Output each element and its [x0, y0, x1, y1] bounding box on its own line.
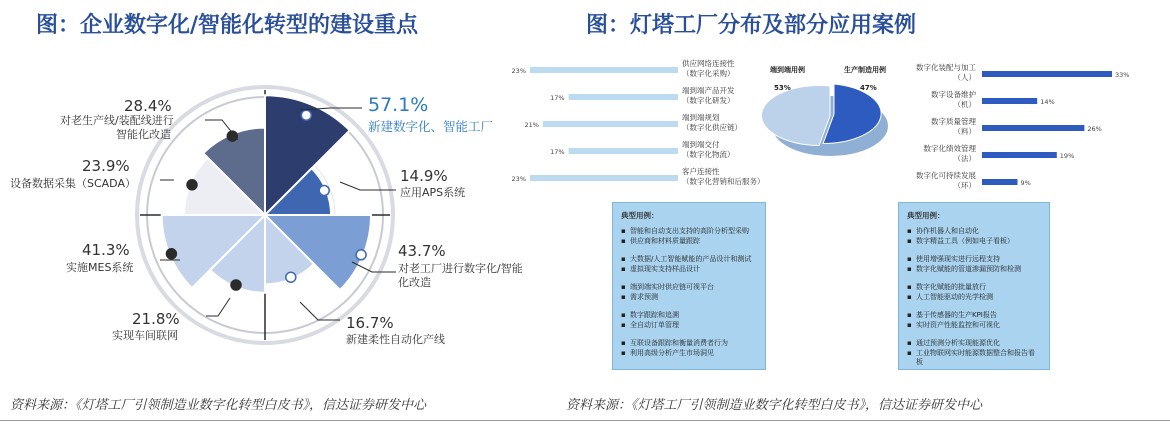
label-pct-workshop-network: 21.8% [132, 310, 180, 328]
label-pct-scada: 23.9% [82, 157, 130, 175]
usecase-item: ▪ 基于传感器的生产KPI报告 [907, 311, 1041, 321]
bar-value-bars-left-2: 21% [524, 121, 539, 129]
usecase-group [621, 311, 757, 330]
usecase-group [907, 283, 1041, 302]
label-flexible-line: 新建柔性自动化产线 [346, 333, 445, 346]
usecase-item: ▪ 需求预测 [621, 293, 757, 303]
radial-marker-0 [301, 110, 311, 120]
radial-marker-3 [286, 272, 296, 282]
bar-cat-bars-left-2-1: （数字化供应链） [682, 123, 742, 132]
usecase-item: ▪ 供应商和材料质量跟踪 [621, 237, 757, 247]
bar-bars-left-1 [569, 94, 678, 100]
usecase-item: ▪ 互联设备跟踪和衡量消费者行为 [621, 339, 757, 349]
usecase-item: ▪ 使用增强现实进行远程支持 [907, 255, 1041, 265]
usecase-item: ▪ 端到端实时供应链可视平台 [621, 283, 757, 293]
manufacturing-bar-chart [896, 58, 1130, 198]
usecase-item: ▪ 协作机器人和自动化 [907, 227, 1041, 237]
usecase-group [621, 283, 757, 302]
bar-value-bars-right-4: 9% [1020, 179, 1031, 187]
left-box-title: 典型用例： [621, 211, 659, 220]
bar-value-bars-left-1: 17% [550, 94, 565, 102]
source-note-left: 资料来源：《灯塔工厂引领制造业数字化转型白皮书》，信达证券研发中心 [10, 398, 427, 413]
usecase-item: ▪ 实时资产性能监控和可视化 [907, 321, 1041, 331]
left-chart-title: 图：企业数字化/智能化转型的建设重点 [36, 12, 419, 38]
usecase-group [907, 311, 1041, 330]
bar-value-bars-right-1: 14% [1040, 98, 1055, 106]
usecase-group [907, 255, 1041, 274]
right-box-title: 典型用例： [907, 211, 945, 220]
label-scada: 设备数据采集（SCADA） [10, 177, 136, 190]
bar-cat-bars-left-2-0: 端到端规划 [682, 113, 720, 122]
usecase-item: ▪ 通过预测分析实现能源优化 [907, 339, 1041, 349]
label-old-line-2: 智能化改造 [116, 128, 171, 141]
radial-marker-6 [187, 180, 197, 190]
usecase-item: ▪ 数字化赋能的管道渗漏预防和检测 [907, 265, 1041, 275]
right-chart-title: 图：灯塔工厂分布及部分应用案例 [586, 12, 917, 38]
bar-bars-left-2 [543, 121, 678, 127]
radial-marker-4 [231, 280, 241, 290]
pie-label-endtoend: 端到端用例 [770, 66, 805, 74]
bar-cat-bars-right-2-1: （料） [953, 127, 976, 136]
bar-cat-bars-right-1-1: （机） [953, 100, 976, 109]
label-old-factory-2: 化改造 [398, 276, 431, 289]
label-pct-old-factory: 43.7% [398, 242, 446, 260]
usecase-item: ▪ 人工智能驱动的光学检测 [907, 293, 1041, 303]
bar-cat-bars-left-3-1: （数字化物流） [682, 150, 735, 159]
usecase-item: ▪ 数字跟踪和追溯 [621, 311, 757, 321]
usecase-item: ▪ 数字化赋能的批量放行 [907, 283, 1041, 293]
label-new-smart-factory: 新建数字化、智能工厂 [368, 119, 494, 134]
usecase-item: ▪ 虚拟现实支持样品设计 [621, 265, 757, 275]
bar-bars-right-4 [982, 179, 1018, 185]
bar-value-bars-left-3: 17% [550, 148, 565, 156]
pie-label-manufacturing: 生产制造用例 [844, 66, 886, 74]
label-pct-old-line: 28.4% [124, 97, 172, 115]
pie-pct-endtoend: 53% [774, 84, 791, 92]
bar-bars-right-0 [982, 71, 1112, 77]
label-pct-mes: 41.3% [82, 241, 130, 259]
leader-line-4 [206, 298, 230, 316]
usecase-split-pie [760, 58, 900, 168]
bar-cat-bars-left-3-0: 端到端交付 [682, 140, 720, 149]
usecase-group [621, 227, 757, 246]
usecase-group [621, 339, 757, 358]
pie-slice-endtoend [761, 86, 830, 146]
bar-cat-bars-right-0-1: （人） [953, 73, 976, 82]
radial-marker-1 [319, 186, 329, 196]
source-note-right: 资料来源：《灯塔工厂引领制造业数字化转型白皮书》，信达证券研发中心 [566, 398, 983, 413]
bar-value-bars-right-2: 26% [1087, 125, 1102, 133]
label-mes: 实施MES系统 [66, 261, 134, 274]
end-to-end-bar-chart [511, 58, 765, 198]
right-usecase-box [898, 202, 1050, 370]
bar-bars-left-0 [530, 67, 678, 73]
usecase-item: ▪ 大数据/人工智能赋能的产品设计和测试 [621, 255, 757, 265]
bar-bars-right-1 [982, 98, 1037, 104]
usecase-group [621, 255, 757, 274]
bar-cat-bars-right-4-1: （环） [953, 181, 976, 190]
bar-cat-bars-right-2-0: 数字质量管理 [931, 117, 976, 126]
label-pct-aps: 14.9% [400, 167, 448, 185]
usecase-group [907, 339, 1041, 368]
label-old-line-1: 对老生产线/装配线进行 [60, 114, 174, 127]
label-old-factory-1: 对老工厂进行数字化/智能 [398, 262, 523, 275]
bar-cat-bars-left-0-1: （数字化采购） [682, 69, 735, 78]
bottom-divider [0, 420, 1170, 421]
label-workshop-network: 实现车间联网 [112, 329, 178, 342]
bar-value-bars-right-0: 33% [1115, 71, 1130, 79]
bar-value-bars-left-4: 23% [511, 175, 526, 183]
label-aps: 应用APS系统 [400, 186, 466, 199]
usecase-item: ▪ 智能和自动支出支持的高阶分析型采购 [621, 227, 757, 237]
radial-pie-chart [0, 40, 580, 380]
bar-cat-bars-left-1-1: （数字化研发） [682, 96, 735, 105]
radial-marker-5 [166, 249, 176, 259]
bar-cat-bars-right-3-0: 数字化绩效管理 [923, 144, 976, 153]
bar-bars-right-2 [982, 125, 1084, 131]
usecase-item: ▪ 全自动订单管理 [621, 321, 757, 331]
bar-cat-bars-left-4-0: 客户连接性 [682, 167, 720, 176]
bar-cat-bars-left-4-1: （数字化营销和后服务） [682, 177, 765, 186]
bar-bars-left-4 [530, 175, 678, 181]
label-pct-new-smart-factory: 57.1% [368, 94, 429, 116]
bar-value-bars-left-0: 23% [511, 67, 526, 75]
bar-cat-bars-left-0-0: 供应网络连接性 [682, 59, 735, 68]
bar-bars-left-3 [569, 148, 678, 154]
bar-cat-bars-right-4-0: 数字化可持续发展 [916, 171, 976, 180]
pie-pct-manufacturing: 47% [860, 84, 877, 92]
radial-marker-2 [356, 250, 366, 260]
bar-value-bars-right-3: 19% [1059, 152, 1075, 160]
bar-cat-bars-right-1-0: 数字设备维护 [931, 90, 976, 99]
bar-cat-bars-right-0-0: 数字化装配与加工 [916, 63, 976, 72]
usecase-item: ▪ 利用高级分析产生市场洞见 [621, 349, 757, 359]
bar-bars-right-3 [982, 152, 1057, 158]
bar-cat-bars-right-3-1: （法） [953, 154, 976, 163]
left-usecase-box [612, 202, 766, 370]
usecase-item: ▪ 数字精益工具（例如电子看板） [907, 237, 1041, 247]
usecase-group [907, 227, 1041, 246]
bar-cat-bars-left-1-0: 端到端产品开发 [682, 86, 735, 95]
usecase-item: ▪ 工业物联网实时能源数据整合和报告看板 [907, 349, 1041, 368]
label-pct-flexible-line: 16.7% [346, 314, 394, 332]
